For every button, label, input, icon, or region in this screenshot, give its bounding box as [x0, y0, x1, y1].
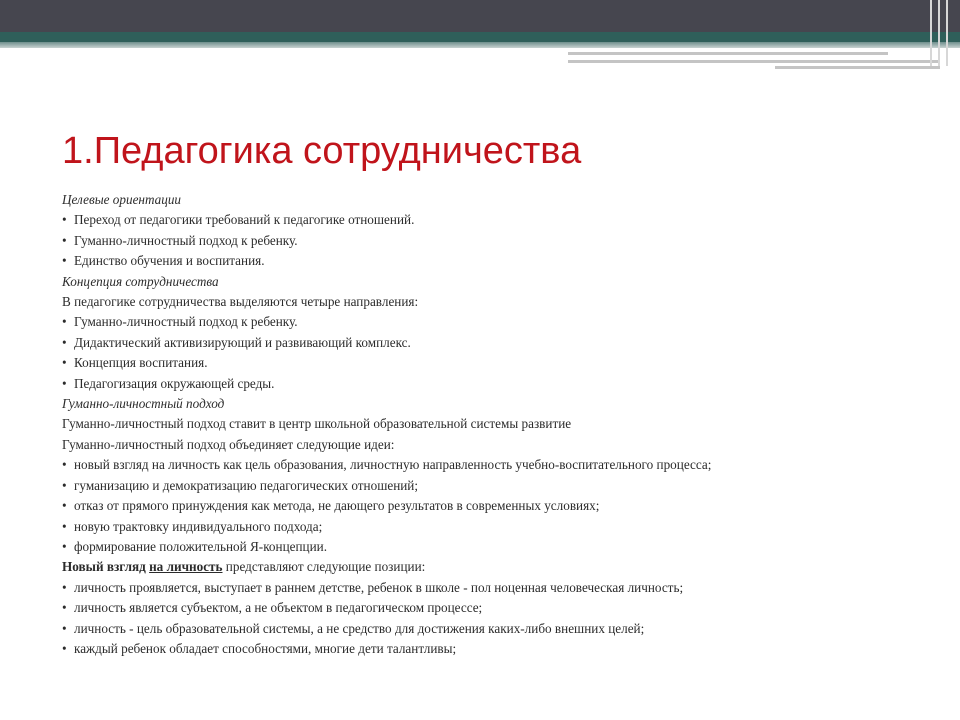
- header-gray-line: [568, 60, 940, 63]
- header-teal-gradient: [0, 42, 960, 48]
- list-item: • Гуманно-личностный подход к ребенку.: [62, 312, 942, 332]
- list-item: • гуманизацию и демократизацию педагогических отношений;: [62, 476, 942, 496]
- header-dark-bar: [0, 0, 960, 32]
- list-item: • Единство обучения и воспитания.: [62, 251, 942, 271]
- list-item: • каждый ребенок обладает способностями, многие дети талантливы;: [62, 639, 942, 659]
- header-teal-band: [0, 32, 960, 42]
- list-item: • формирование положительной Я-концепции.: [62, 537, 942, 557]
- bold-prefix: Новый взгляд: [62, 559, 150, 575]
- slide-title: 1.Педагогика сотрудничества: [62, 130, 582, 172]
- list-item: • новый взгляд на личность как цель образования, личностную направленность учебно-воспитательного процесса;: [62, 455, 942, 475]
- list-item: • отказ от прямого принуждения как метода, не дающего результатов в современных условиях;: [62, 496, 942, 516]
- position-intro-rest: представляют следующие позиции:: [222, 559, 426, 575]
- list-item: • личность проявляется, выступает в раннем детстве, ребенок в школе - пол ноценная человеческая личность;: [62, 578, 942, 598]
- bold-phrase: [62, 559, 223, 574]
- slide-body: [62, 190, 942, 659]
- list-item: • личность является субъектом, а не объектом в педагогическом процессе;: [62, 598, 942, 618]
- position-intro-line: [62, 557, 942, 577]
- section-heading: Гуманно-личностный подход: [62, 396, 225, 412]
- paragraph-line: В педагогике сотрудничества выделяются четыре направления:: [62, 294, 419, 310]
- section-heading: Концепция сотрудничества: [62, 273, 219, 289]
- header-gray-line: [775, 66, 940, 69]
- list-item: • Гуманно-личностный подход к ребенку.: [62, 231, 942, 251]
- header-vertical-line: [938, 0, 940, 66]
- list-item: • Переход от педагогики требований к педагогике отношений.: [62, 210, 942, 230]
- list-item: • новую трактовку индивидуального подхода;: [62, 517, 942, 537]
- underlined-phrase: на личность: [149, 559, 223, 575]
- header-gray-line: [568, 52, 888, 55]
- paragraph-line: Гуманно-личностный подход объединяет следующие идеи:: [62, 436, 395, 452]
- list-item: • Педагогизация окружающей среды.: [62, 374, 942, 394]
- section-heading: Целевые ориентации: [62, 192, 182, 207]
- list-item: • Дидактический активизирующий и развивающий комплекс.: [62, 333, 942, 353]
- list-item: • личность - цель образовательной системы, а не средство для достижения каких-либо внешних целей;: [62, 619, 942, 639]
- header-vertical-line: [930, 0, 932, 66]
- paragraph-line: Гуманно-личностный подход ставит в центр школьной образовательной системы развитие: [62, 416, 572, 432]
- list-item: • Концепция воспитания.: [62, 353, 942, 373]
- header-vertical-line: [946, 0, 948, 66]
